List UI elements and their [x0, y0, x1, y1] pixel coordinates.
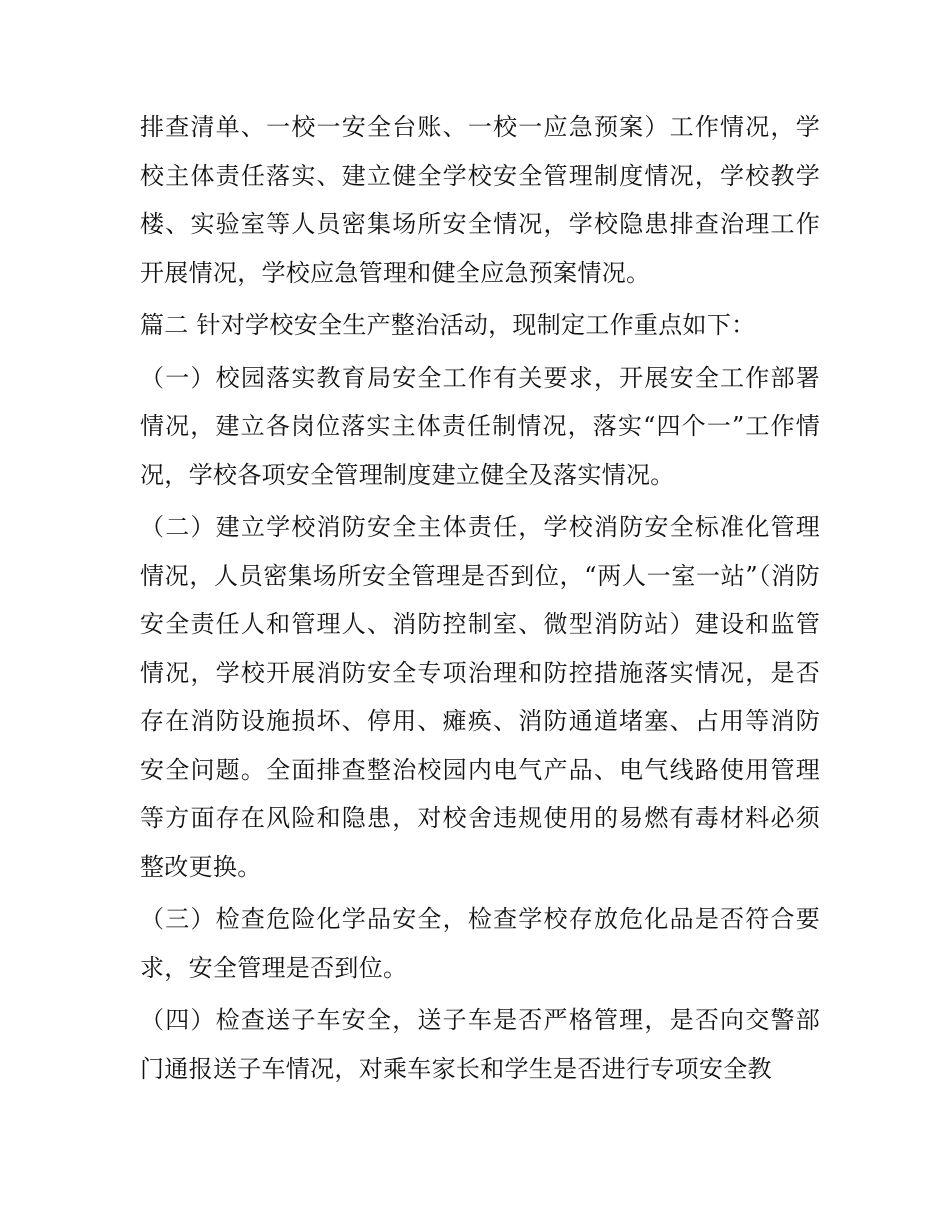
paragraph-item-1: （一）校园落实教育局安全工作有关要求，开展安全工作部署情况，建立各岗位落实主体责任制情况，落实“四个一”工作情况，学校各项安全管理制度建立健全及落实情况。	[140, 363, 820, 489]
document-body	[140, 103, 820, 1097]
paragraph-item-4: （四）检查送子车安全，送子车是否严格管理，是否向交警部门通报送子车情况，对乘车家长和学生是否进行专项安全教	[140, 1006, 820, 1083]
paragraph-continuation: 排查清单、一校一安全台账、一校一应急预案）工作情况，学校主体责任落实、建立健全学校安全管理制度情况，学校教学楼、实验室等人员密集场所安全情况，学校隐患排查治理工作开展情况，学校应急管理和健全应急预案情况。	[140, 113, 820, 287]
paragraph-section-heading: 篇二 针对学校安全生产整治活动，现制定工作重点如下：	[140, 311, 756, 339]
paragraph-item-3: （三）检查危险化学品安全，检查学校存放危化品是否符合要求，安全管理是否到位。	[140, 905, 820, 982]
paragraph-item-2: （二）建立学校消防安全主体责任，学校消防安全标准化管理情况，人员密集场所安全管理是否到位，“两人一室一站”（消防安全责任人和管理人、消防控制室、微型消防站）建设和监管情况，学校开展消防安全专项治理和防控措施落实情况，是否存在消防设施损坏、停用、瘫痪、消防通道堵塞、占用等消防安全问题。全面排查整治校园内电气产品、电气线路使用管理等方面存在风险和隐患，对校舍违规使用的易燃有毒材料必须整改更换。	[140, 513, 820, 881]
